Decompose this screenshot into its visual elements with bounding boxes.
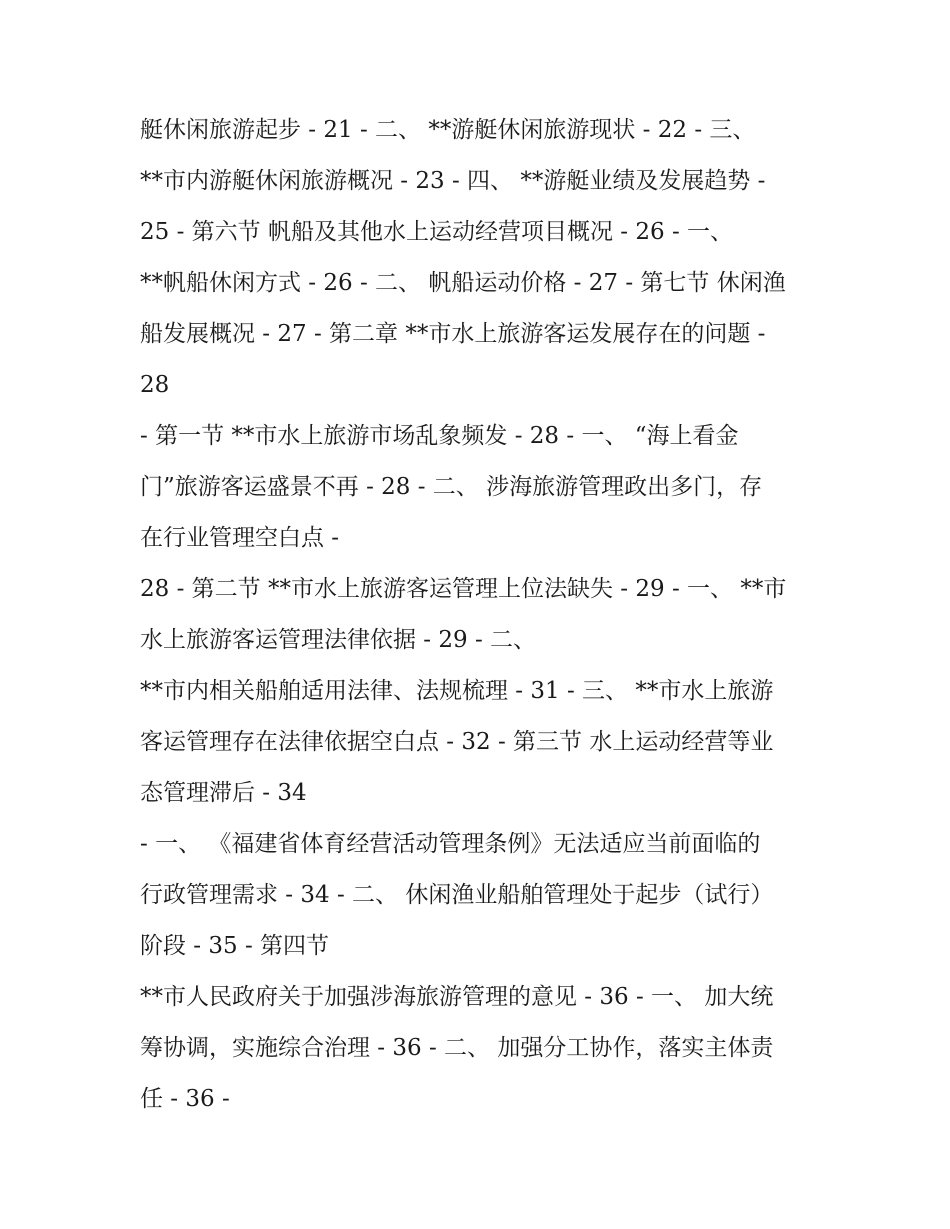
toc-line: 任 - 36 -	[140, 1086, 230, 1112]
toc-line: 25 - 第六节 帆船及其他水上运动经营项目概况 - 26 - 一、	[140, 219, 734, 245]
toc-text-block	[140, 108, 820, 1128]
toc-line: **市内相关船舶适用法律、法规梳理 - 31 - 三、 **市水上旅游	[140, 678, 774, 704]
toc-line: 28 - 第二节 **市水上旅游客运管理上位法缺失 - 29 - 一、 **市	[140, 576, 787, 602]
toc-line: **帆船休闲方式 - 26 - 二、 帆船运动价格 - 27 - 第七节 休闲渔	[140, 270, 786, 296]
toc-line: 行政管理需求 - 34 - 二、 休闲渔业船舶管理处于起步（试行）	[140, 882, 774, 908]
toc-line: - 一、 《福建省体育经营活动管理条例》无法适应当前面临的	[140, 831, 761, 857]
toc-line: 水上旅游客运管理法律依据 - 29 - 二、	[140, 627, 537, 653]
toc-line: 筹协调，实施综合治理 - 36 - 二、 加强分工协作，落实主体责	[140, 1035, 774, 1061]
toc-line: **市人民政府关于加强涉海旅游管理的意见 - 36 - 一、 加大统	[140, 984, 774, 1010]
toc-line: 客运管理存在法律依据空白点 - 32 - 第三节 水上运动经营等业	[140, 729, 774, 755]
toc-line: 船发展概况 - 27 - 第二章 **市水上旅游客运发展存在的问题 -	[140, 321, 766, 347]
toc-line: 28	[140, 372, 170, 398]
toc-line: 在行业管理空白点 -	[140, 525, 340, 551]
toc-line: 门”旅游客运盛景不再 - 28 - 二、 涉海旅游管理政出多门，存	[140, 474, 763, 500]
toc-line: - 第一节 **市水上旅游市场乱象频发 - 28 - 一、 “海上看金	[140, 423, 739, 449]
toc-line: 艇休闲旅游起步 - 21 - 二、 **游艇休闲旅游现状 - 22 - 三、	[140, 117, 756, 143]
toc-line: 态管理滞后 - 34	[140, 780, 307, 806]
toc-line: 阶段 - 35 - 第四节	[140, 933, 330, 959]
toc-line: **市内游艇休闲旅游概况 - 23 - 四、 **游艇业绩及发展趋势 -	[140, 168, 766, 194]
